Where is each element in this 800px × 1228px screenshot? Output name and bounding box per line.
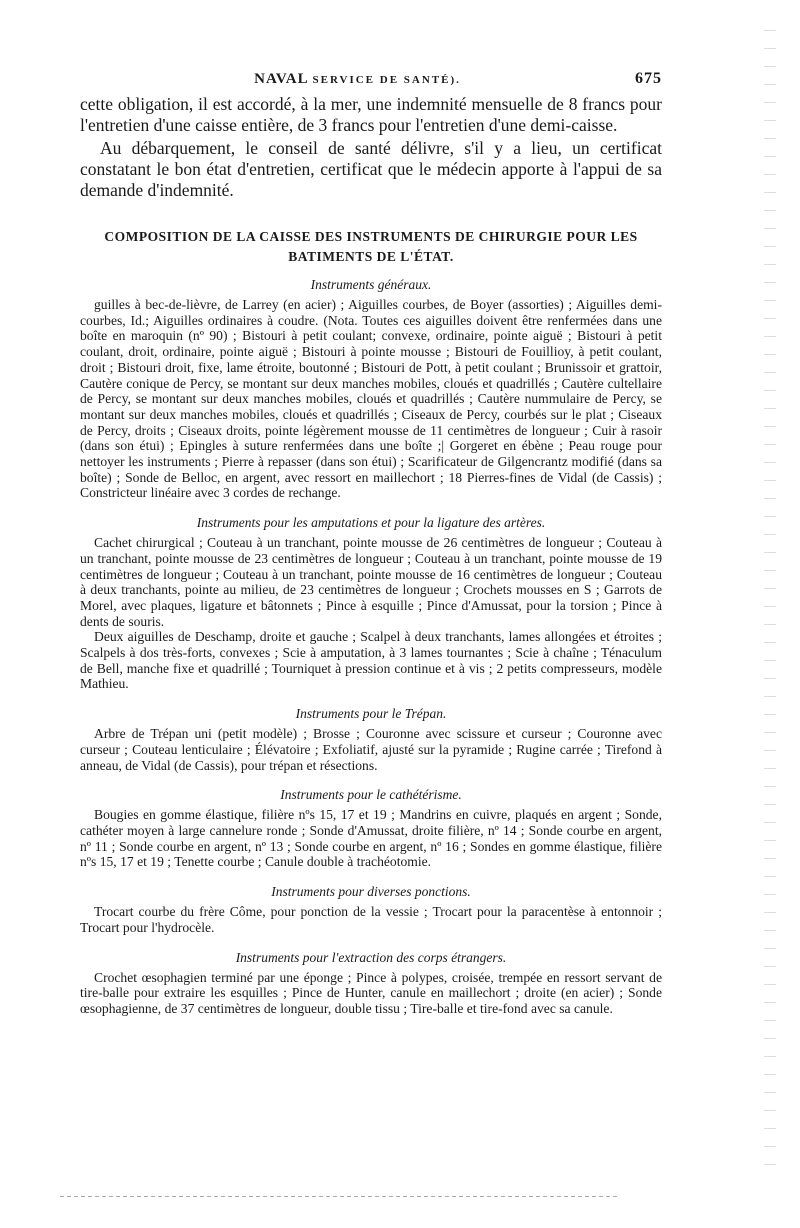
paragraph-amputations-2: Deux aiguilles de Deschamp, droite et gauche ; Scalpel à deux tranchants, lames allongées et étroites ; Scalpels à dos très-forts, convexes ; Scie à amputation, à 3 lames tournantes ; Scie à chaîne ; Ténaculum de Bell, manche fixe et quadrillé ; Tourniquet à pression continue et à vis ; 2 petits compresseurs, modèle Mathieu. [80, 629, 662, 692]
paragraph-catheterisme: Bougies en gomme élastique, filière nºs 15, 17 et 19 ; Mandrins en cuivre, plaqués en argent ; Sonde, cathéter moyen à large cannelure ronde ; Sonde d'Amussat, droite filière, nº 14 ; Sonde courbe en argent, nº 11 ; Sonde courbe en argent, nº 13 ; Sonde courbe en argent, nº 16 ; Sondes en gomme élastique, filière nºs 15, 17 et 19 ; Tenette courbe ; Canule double à trachéotomie. [80, 807, 662, 870]
bottom-rule [60, 1196, 620, 1197]
paragraph-trepan: Arbre de Trépan uni (petit modèle) ; Brosse ; Couronne avec scissure et curseur ; Couronne avec curseur ; Couteau lenticulaire ; Élévatoire ; Exfoliatif, ajusté sur la pyramide ; Rugine carrée ; Tirefond à anneau, de Vidal (de Cassis), pour trépan et résections. [80, 726, 662, 773]
page-number: 675 [635, 70, 662, 87]
page-edge-marks [764, 30, 776, 1180]
running-head-main: NAVAL [254, 71, 308, 87]
subhead-ponctions: Instruments pour diverses ponctions. [271, 884, 471, 900]
subhead-catheterisme: Instruments pour le cathétérisme. [280, 787, 462, 803]
subhead-amputations: Instruments pour les amputations et pour la ligature des artères. [196, 515, 546, 531]
subhead-trepan: Instruments pour le Trépan. [295, 706, 447, 722]
intro-paragraph-2: Au débarquement, le conseil de santé délivre, s'il y a lieu, un certificat constatant le bon état d'entretien, certificat que le médecin apporte à l'appui de sa demande d'indemnité. [80, 138, 662, 200]
subhead-general: Instruments généraux. [310, 277, 432, 292]
document-page [80, 70, 662, 1017]
paragraph-amputations-1: Cachet chirurgical ; Couteau à un tranchant, pointe mousse de 26 centimètres de longueur ; Couteau à un tranchant, pointe mousse de 23 centimètres de longueur ; Couteau à un tranchant, pointe mousse de 19 centimètres de longueur ; Couteau à un tranchant, pointe mousse de 16 centimètres de longueur ; Couteau à deux tranchants, pointe au milieu, de 23 centimètres de longueur ; Crochets mousses en S ; Garrots de Morel, avec plaques, ligature et bâtonnets ; Pince à esquille ; Pince d'Amussat, pour la torsion ; Pince à dents de souris. [80, 535, 662, 629]
paragraph-extraction: Crochet œsophagien terminé par une éponge ; Pince à polypes, croisée, trempée en ressort servant de tire-balle pour extraire les esquilles ; Pince de Hunter, canule en maillechort ; droite (en acier) ; Sonde œsophagienne, de 37 centimètres de longueur, double tissu ; Tire-balle et tire-fond avec sa canule. [80, 969, 662, 1016]
intro-paragraph-1: cette obligation, il est accordé, à la mer, une indemnité mensuelle de 8 francs pour l'entretien d'une caisse entière, de 3 francs pour l'entretien d'une demi-caisse. [80, 94, 662, 135]
running-head [80, 70, 662, 94]
running-head-title [80, 71, 635, 88]
paragraph-general: guilles à bec-de-lièvre, de Larrey (en acier) ; Aiguilles courbes, de Boyer (assorties) ; Aiguilles demi-courbes, Id.; Aiguilles ordinaires à coudre. (Nota. Toutes ces aiguilles doivent être renfermées dans une boîte en maroquin (nº 90) ; Bistouri à petit coulant; convexe, ordinaire, pointe aiguë ; Bistouri à petit coulant, droit, ordinaire, pointe aiguë ; Bistouri à pointe mousse ; Bistouri de Fouillioy, à petit coulant, droit ; Bistouri droit, fixe, lame étroite, boutonné ; Bistouri de Pott, à petit coulant ; Brunissoir et grattoir, Cautère conique de Percy, se montant sur deux manches mobiles, cloués et quadrillés ; Cautère cultellaire de Percy, se montant sur deux manches mobiles, cloués et quadrillés ; Cautère nummulaire de Percy, se montant sur deux manches mobiles, cloués et quadrillés ; Ciseaux de Percy, courbés sur le plat ; Ciseaux de Percy, droits ; Ciseaux droits, pointe légèrement mousse de 11 centimètres de longueur ; Cuir à rasoir (dans son étui) ; Epingles à suture renfermées dans une boîte ;| Gorgeret en ébène ; Peau rouge pour nettoyer les instruments ; Pierre à repasser (dans son étui) ; Scarificateur de Gilgencrantz modifié (dans sa boîte) ; Sonde de Belloc, en argent, avec ressort en maillechort ; 18 Pierres-fines de Vidal (de Cassis) ; Constricteur linéaire avec 3 cordes de rechange. [80, 297, 662, 501]
section-title: COMPOSITION DE LA CAISSE DES INSTRUMENTS DE CHIRURGIE POUR LES BATIMENTS DE L'ÉTAT. [104, 229, 638, 264]
running-head-sub: SERVICE DE SANTÉ). [312, 74, 461, 86]
paragraph-ponctions: Trocart courbe du frère Côme, pour ponction de la vessie ; Trocart pour la paracentèse à entonnoir ; Trocart pour l'hydrocèle. [80, 904, 662, 935]
subhead-extraction: Instruments pour l'extraction des corps étrangers. [235, 949, 507, 965]
